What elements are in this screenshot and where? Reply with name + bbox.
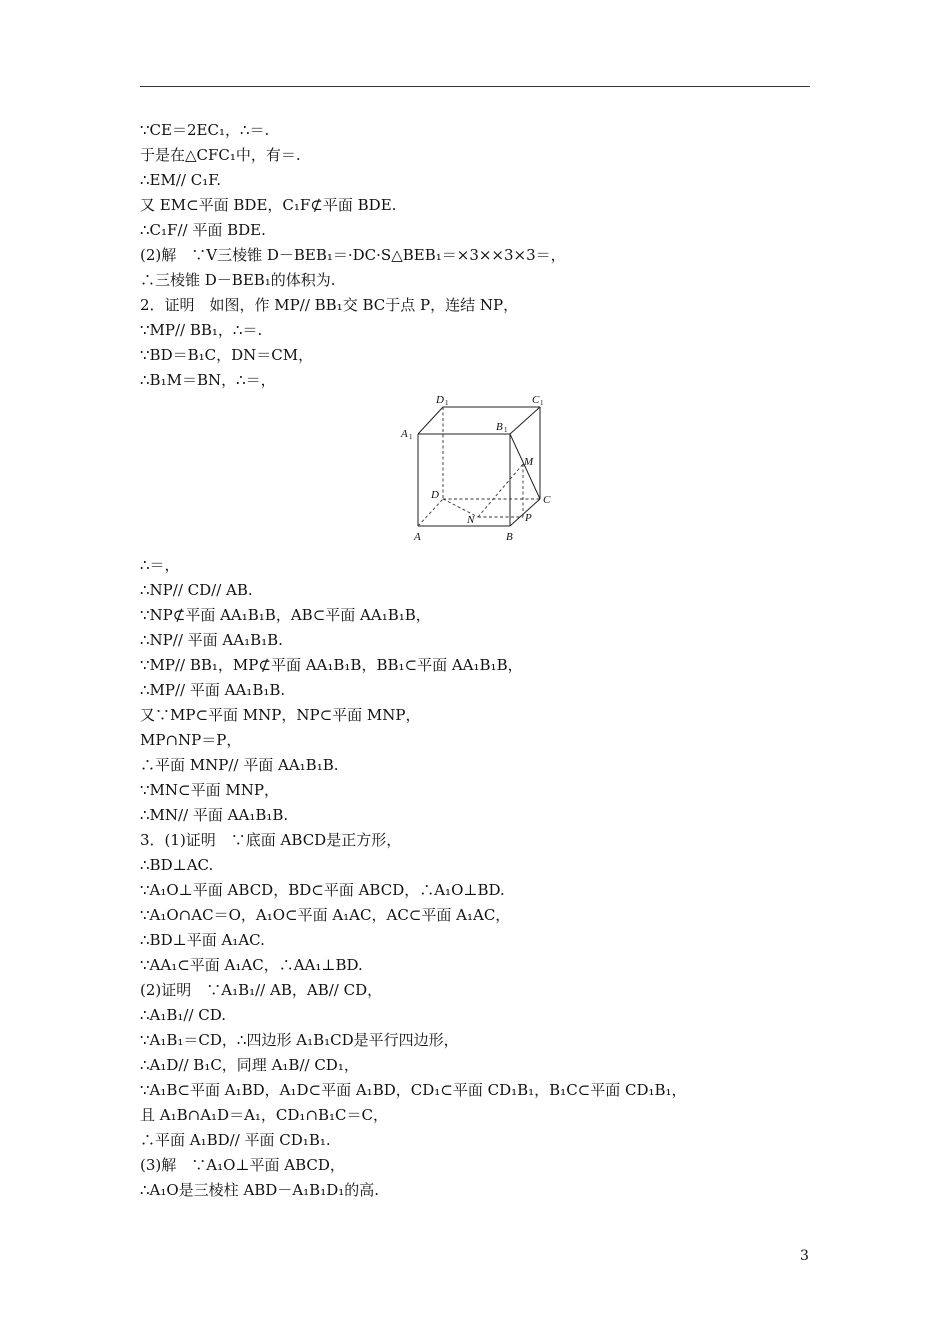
- text-line: ∴A₁B₁// CD.: [140, 1006, 227, 1024]
- text-line: ∴NP// CD// AB.: [140, 581, 253, 599]
- label-subscript: 1: [445, 399, 449, 407]
- text-line: ∵BD＝B₁C，DN＝CM，: [140, 346, 314, 364]
- edge-a1-d1: [418, 407, 443, 434]
- text-line: ∵A₁O∩AC＝O，A₁O⊂平面 A₁AC，AC⊂平面 A₁AC，: [140, 906, 511, 924]
- text-line: 且 A₁B∩A₁D＝A₁，CD₁∩B₁C＝C，: [140, 1106, 388, 1124]
- text-line: (2)解 ∵V三棱锥 D－BEB₁＝·DC·S△BEB₁＝×3××3×3＝，: [140, 246, 566, 264]
- label-d: D: [431, 489, 439, 501]
- text-line: ∵MP// BB₁，∴＝.: [140, 321, 263, 339]
- text-line: ∵A₁B⊂平面 A₁BD，A₁D⊂平面 A₁BD，CD₁⊂平面 CD₁B₁，B₁C⊂平面 CD₁B₁，: [140, 1081, 687, 1099]
- text-line: 又 EM⊂平面 BDE，C₁F⊄平面 BDE.: [140, 196, 397, 214]
- text-line: ∵A₁B₁＝CD，∴四边形 A₁B₁CD是平行四边形，: [140, 1031, 459, 1049]
- text-block-2: [140, 553, 820, 1203]
- label-subscript: 1: [504, 426, 508, 434]
- label-c: C: [543, 494, 551, 506]
- label-a: A: [414, 531, 421, 543]
- text-line: ∵AA₁⊂平面 A₁AC，∴AA₁⊥BD.: [140, 956, 363, 974]
- text-line: ∵CE＝2EC₁，∴＝.: [140, 121, 270, 139]
- text-line: ∴BD⊥AC.: [140, 856, 214, 874]
- label-d1: D: [436, 394, 444, 406]
- label-p: P: [525, 512, 532, 524]
- text-line: 于是在△CFC₁中，有＝.: [140, 146, 301, 164]
- text-line: ∴BD⊥平面 A₁AC.: [140, 931, 265, 949]
- hidden-edge-a-d: [418, 499, 443, 526]
- label-n: N: [467, 514, 475, 526]
- text-block-1: [140, 118, 820, 393]
- label-b: B: [506, 531, 513, 543]
- text-line: ∴A₁O是三棱柱 ABD－A₁B₁D₁的高.: [140, 1181, 380, 1199]
- text-line: ∴C₁F// 平面 BDE.: [140, 221, 266, 239]
- text-line: ∴MP// 平面 AA₁B₁B.: [140, 681, 286, 699]
- text-line: ∴平面 A₁BD// 平面 CD₁B₁.: [140, 1131, 331, 1149]
- text-line: MP∩NP＝P，: [140, 731, 242, 749]
- text-line: 2．证明 如图，作 MP// BB₁交 BC于点 P，连结 NP，: [140, 296, 519, 314]
- text-line: ∴NP// 平面 AA₁B₁B.: [140, 631, 283, 649]
- text-line: ∴B₁M＝BN，∴＝，: [140, 371, 276, 389]
- text-line: 3．(1)证明 ∵底面 ABCD是正方形，: [140, 831, 402, 849]
- cube-diagram: [398, 393, 558, 551]
- text-line: ∵NP⊄平面 AA₁B₁B，AB⊂平面 AA₁B₁B，: [140, 606, 431, 624]
- text-line: ∴A₁D// B₁C，同理 A₁B// CD₁，: [140, 1056, 359, 1074]
- label-m: M: [524, 456, 534, 468]
- text-line: ∴EM// C₁F.: [140, 171, 222, 189]
- header-rule: [140, 86, 810, 87]
- solution-text: [140, 118, 820, 1203]
- text-line: ∴＝，: [140, 556, 180, 574]
- text-line: ∴MN// 平面 AA₁B₁B.: [140, 806, 289, 824]
- label-subscript: 1: [409, 433, 413, 441]
- text-line: ∵A₁O⊥平面 ABCD，BD⊂平面 ABCD，∴A₁O⊥BD.: [140, 881, 505, 899]
- text-line: 又∵MP⊂平面 MNP，NP⊂平面 MNP，: [140, 706, 421, 724]
- page-number: 3: [800, 1248, 809, 1264]
- cube-figure: [140, 393, 820, 553]
- hidden-line-n-m: [478, 464, 523, 517]
- label-subscript: 1: [540, 399, 544, 407]
- text-line: ∵MP// BB₁，MP⊄平面 AA₁B₁B，BB₁⊂平面 AA₁B₁B，: [140, 656, 523, 674]
- edge-b1-c1: [510, 407, 540, 434]
- text-line: (3)解 ∵A₁O⊥平面 ABCD，: [140, 1156, 345, 1174]
- text-line: (2)证明 ∵A₁B₁// AB，AB// CD，: [140, 981, 383, 999]
- text-line: ∴平面 MNP// 平面 AA₁B₁B.: [140, 756, 339, 774]
- text-line: ∴三棱锥 D－BEB₁的体积为.: [140, 271, 336, 289]
- text-line: ∵MN⊂平面 MNP，: [140, 781, 279, 799]
- label-b1: B: [496, 421, 503, 433]
- label-c1: C: [532, 394, 540, 406]
- label-a1: A: [401, 428, 408, 440]
